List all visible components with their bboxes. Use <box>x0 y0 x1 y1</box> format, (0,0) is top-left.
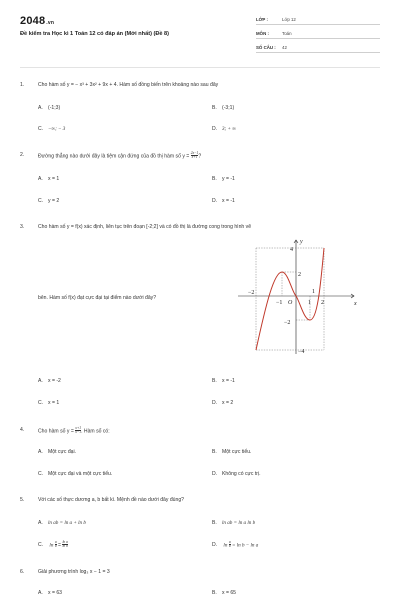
question-number: 6. <box>20 569 25 575</box>
x-axis-label: x <box>354 301 357 307</box>
option-text: x = -2 <box>48 378 61 384</box>
option-label: D. <box>212 126 218 132</box>
option-label: B. <box>212 105 217 111</box>
meta-row-class <box>256 15 380 25</box>
q4-option-d[interactable] <box>212 471 261 477</box>
document-title: Đề kiểm tra Học kì 1 Toán 12 có đáp án (Mới nhất) (Đề 8) <box>20 31 170 37</box>
fraction-numerator: a <box>228 540 231 544</box>
tick-label: 2 <box>321 300 324 306</box>
fraction-denominator: b <box>228 544 231 549</box>
option-text: x = 1 <box>48 400 60 406</box>
tick-label: −2 <box>284 320 291 326</box>
option-text: (-1;3) <box>48 105 61 111</box>
option-text-part: = ln b − ln a <box>232 542 259 549</box>
logo-main: 2048 <box>20 15 46 27</box>
q2-option-a[interactable] <box>38 176 59 182</box>
option-label: A. <box>38 105 43 111</box>
option-label: A. <box>38 449 43 455</box>
option-label: B. <box>212 378 217 384</box>
meta-label: LỚP : <box>256 17 268 22</box>
meta-value: 42 <box>282 45 287 50</box>
q4-option-b[interactable] <box>212 449 251 455</box>
q3-option-b[interactable] <box>212 378 235 384</box>
option-text: x = -1 <box>222 198 235 204</box>
q1-option-b[interactable] <box>212 105 234 111</box>
question-text <box>38 427 110 435</box>
option-text-part: ln <box>223 542 228 549</box>
option-text: Không có cực trị. <box>222 471 261 477</box>
question-text: bên. Hàm số f(x) đạt cực đại tại điểm nào dưới đây? <box>38 295 157 301</box>
option-label: A. <box>38 176 43 182</box>
origin-label: O <box>288 300 293 306</box>
fraction-denominator: b <box>54 544 57 549</box>
question-number: 1. <box>20 82 25 88</box>
q3-option-a[interactable] <box>38 378 61 384</box>
meta-label: SỐ CÂU : <box>256 45 276 50</box>
tick-label: −2 <box>248 290 255 296</box>
q1-option-a[interactable] <box>38 105 60 111</box>
function-graph <box>228 234 368 360</box>
question-number: 2. <box>20 152 25 158</box>
option-text: x = -1 <box>222 378 235 384</box>
option-label: B. <box>212 520 217 526</box>
q5-option-c[interactable] <box>38 541 68 549</box>
fraction <box>55 541 57 549</box>
q3-option-d[interactable] <box>212 400 233 406</box>
option-label: D. <box>212 471 218 477</box>
question-number: 3. <box>20 224 25 230</box>
meta-value: Lớp 12 <box>282 17 296 22</box>
fraction-denominator: x+1 <box>191 155 198 160</box>
option-text: ln ab = ln a ln b <box>222 520 256 526</box>
q3-option-c[interactable] <box>38 400 59 406</box>
option-label: C. <box>38 542 44 549</box>
option-label: D. <box>212 400 218 406</box>
option-text-part: = <box>58 542 62 549</box>
option-text: y = -1 <box>222 176 235 182</box>
option-text: y = 2 <box>48 198 60 204</box>
fraction-numerator: ln a <box>62 540 68 544</box>
y-axis-label: y <box>300 239 303 245</box>
fraction <box>229 541 231 549</box>
q1-option-c[interactable] <box>38 126 65 132</box>
tick-label: 1 <box>312 289 315 295</box>
meta-row-subject <box>256 29 380 39</box>
option-text: x = 63 <box>48 590 63 596</box>
q4-option-a[interactable] <box>38 449 76 455</box>
guide-lines <box>256 248 324 350</box>
q5-option-b[interactable] <box>212 520 255 526</box>
option-text: Một cực đại. <box>48 449 77 455</box>
question-text: Cho hàm số y = f(x) xác định, liên tục trên đoạn [-2;2] và có đồ thị là đường cong trong hình vẽ <box>38 224 252 230</box>
meta-value: Toán <box>282 31 292 36</box>
meta-row-count <box>256 43 380 53</box>
question-number: 5. <box>20 497 25 503</box>
curve <box>256 248 324 350</box>
q1-option-d[interactable] <box>212 126 236 132</box>
question-number: 4. <box>20 427 25 433</box>
option-text: −∞; − 3 <box>48 126 66 132</box>
q5-option-a[interactable] <box>38 520 86 526</box>
question-text-part: Đường thẳng nào dưới đây là tiệm cận đứng của đồ thị hàm số y = <box>38 153 190 160</box>
tick-label: −4 <box>298 349 305 355</box>
option-label: C. <box>38 471 44 477</box>
option-label: C. <box>38 198 44 204</box>
q2-option-b[interactable] <box>212 176 235 182</box>
question-text-part: ? <box>198 153 202 160</box>
document-header <box>0 0 400 60</box>
fraction-numerator: 2x−1 <box>190 151 199 155</box>
meta-label: MÔN : <box>256 31 269 36</box>
option-label: A. <box>38 520 43 526</box>
option-label: C. <box>38 126 44 132</box>
option-text: 3; + ∞ <box>222 126 236 132</box>
tick-label: 4 <box>290 247 293 253</box>
question-text: Giải phương trình log₃ x − 1 = 3 <box>38 569 110 575</box>
question-text-part: Cho hàm số y = <box>38 428 74 435</box>
tick-label: 1 <box>308 300 311 306</box>
question-text: Cho hàm số y = − x³ + 3x² + 9x + 4. Hàm số đồng biến trên khoảng nào sau đây <box>38 82 219 88</box>
fraction-denominator: x−1 <box>75 430 82 435</box>
q2-option-d[interactable] <box>212 198 235 204</box>
tick-label: −1 <box>276 300 283 306</box>
tick-label: 2 <box>298 272 301 278</box>
option-text: x = 2 <box>222 400 234 406</box>
option-text: Một cực đại và một cực tiểu. <box>48 471 113 477</box>
q4-option-c[interactable] <box>38 471 112 477</box>
site-logo[interactable] <box>20 15 54 27</box>
fraction <box>62 541 68 549</box>
logo-sub: .vn <box>46 20 55 26</box>
option-text: ln ab = ln a + ln b <box>48 520 86 526</box>
question-text-part: . Hàm số có: <box>81 428 110 435</box>
q6-option-b[interactable] <box>212 590 236 596</box>
option-label: B. <box>212 176 217 182</box>
option-label: D. <box>212 198 218 204</box>
q6-option-a[interactable] <box>38 590 62 596</box>
option-label: B. <box>212 449 217 455</box>
option-label: C. <box>38 400 44 406</box>
q5-option-d[interactable] <box>212 541 258 549</box>
option-label: A. <box>38 378 43 384</box>
fraction-denominator: ln b <box>62 544 68 549</box>
option-text: Một cực tiểu. <box>222 449 252 455</box>
option-text: x = 1 <box>48 176 60 182</box>
option-label: D. <box>212 542 218 549</box>
option-text-part: ln <box>49 542 54 549</box>
option-label: B. <box>212 590 217 596</box>
option-text: (-3;1) <box>222 105 235 111</box>
question-text: Với các số thực dương a, b bất kì. Mệnh đề nào dưới đây đúng? <box>38 497 184 503</box>
option-text: x = 65 <box>222 590 237 596</box>
question-text <box>38 152 201 160</box>
fraction-numerator: x+1 <box>75 426 82 430</box>
header-divider <box>20 67 380 68</box>
option-label: A. <box>38 590 43 596</box>
fraction-numerator: a <box>54 540 57 544</box>
q2-option-c[interactable] <box>38 198 59 204</box>
